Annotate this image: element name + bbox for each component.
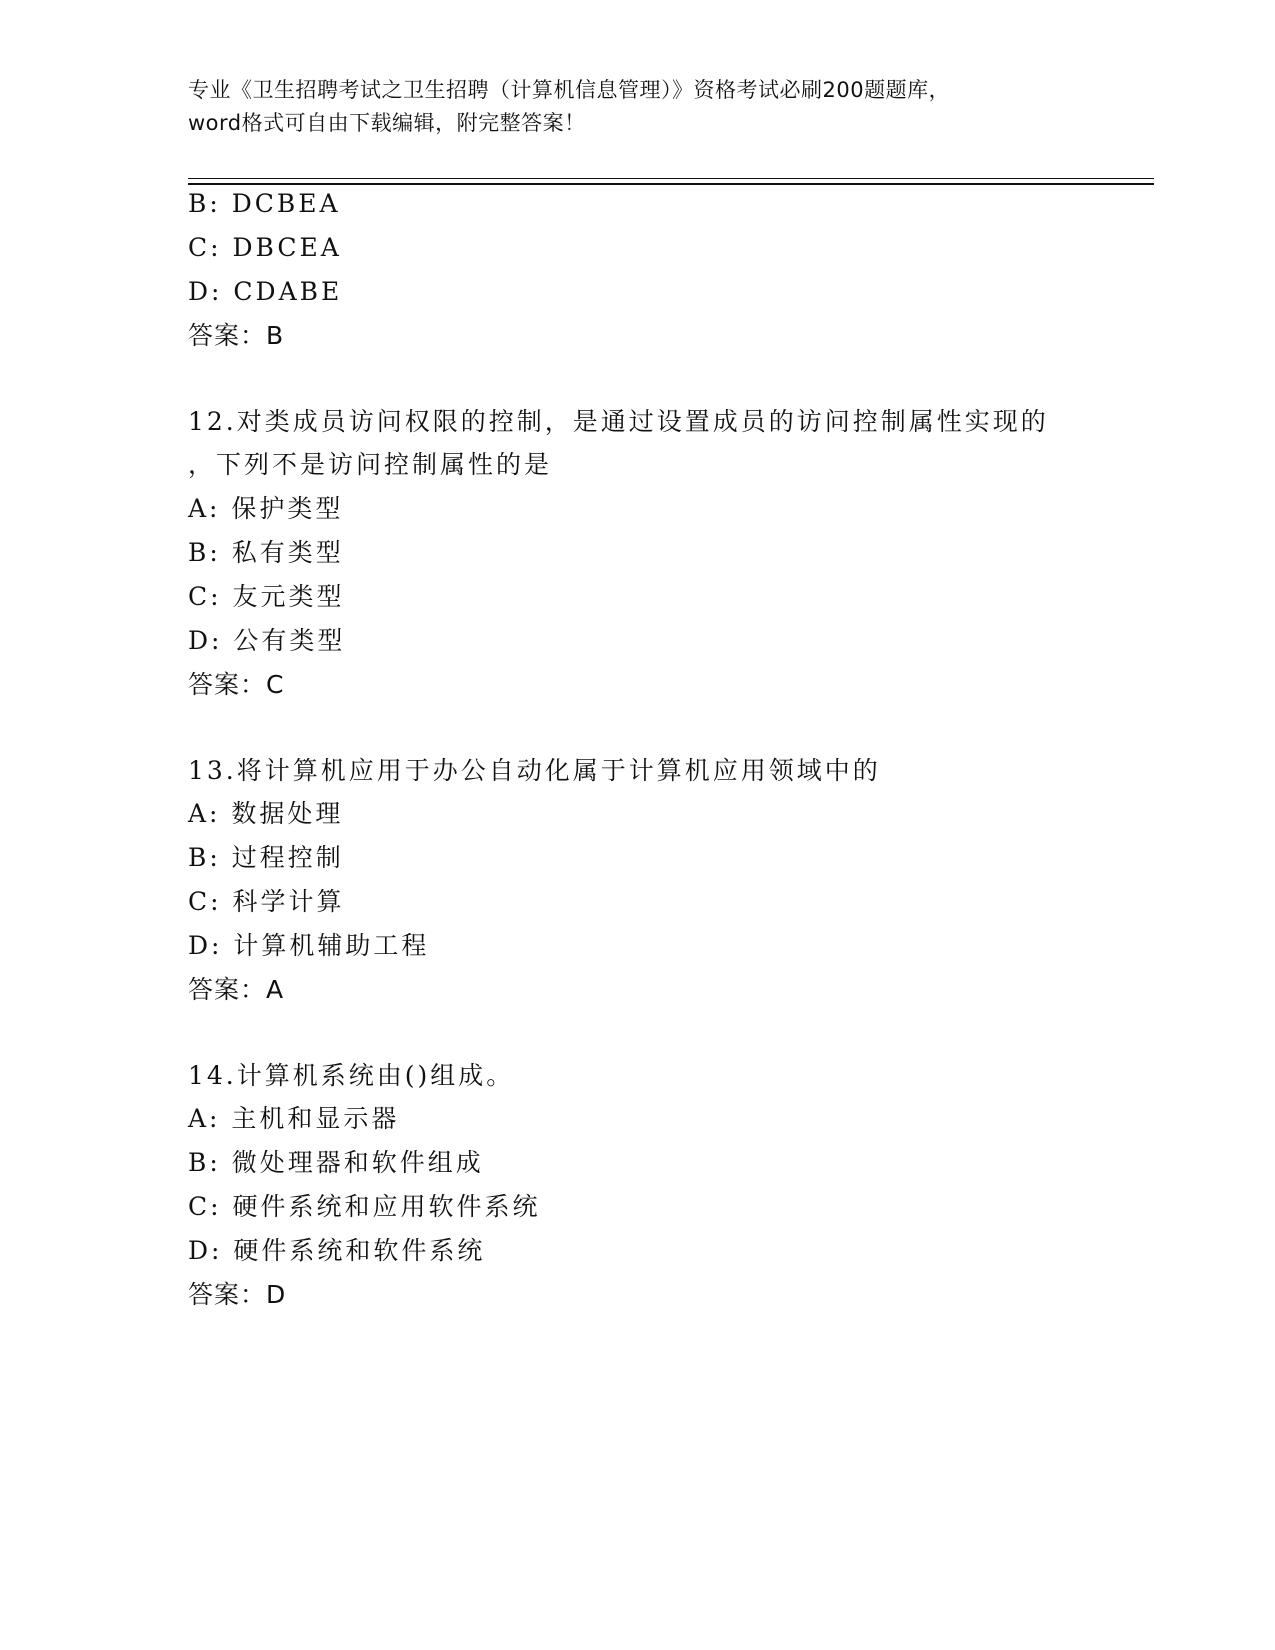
header-title-line-1: 专业《卫生招聘考试之卫生招聘（计算机信息管理）》资格考试必刷200题题库， xyxy=(188,78,951,102)
q12-option-b: B: 私有类型 xyxy=(188,538,344,567)
q14-option-b: B: 微处理器和软件组成 xyxy=(188,1148,484,1177)
q13-option-b: B: 过程控制 xyxy=(188,843,344,872)
q12-option-a: A: 保护类型 xyxy=(188,494,344,523)
document-header xyxy=(188,74,1108,140)
header-divider-top xyxy=(188,178,1154,179)
q12-answer: 答案：C xyxy=(188,670,285,699)
q14-option-c: C: 硬件系统和应用软件系统 xyxy=(188,1192,541,1221)
prev-option-c: C: DBCEA xyxy=(188,233,342,262)
q14-answer: 答案：D xyxy=(188,1280,287,1309)
prev-answer: 答案：B xyxy=(188,321,285,350)
q12-stem-line-2: ，下列不是访问控制属性的是 xyxy=(188,450,553,479)
prev-option-b: B: DCBEA xyxy=(188,189,341,218)
prev-option-d: D: CDABE xyxy=(188,277,343,306)
q14-stem-line-1: 14.计算机系统由()组成。 xyxy=(188,1061,515,1090)
q13-stem-line-1: 13.将计算机应用于办公自动化属于计算机应用领域中的 xyxy=(188,756,881,785)
q12-stem-line-1: 12.对类成员访问权限的控制，是通过设置成员的访问控制属性实现的 xyxy=(188,407,1049,436)
q12-option-c: C: 友元类型 xyxy=(188,582,345,611)
header-divider-bottom xyxy=(188,183,1154,185)
q13-option-a: A: 数据处理 xyxy=(188,799,344,828)
q14-option-d: D: 硬件系统和软件系统 xyxy=(188,1236,486,1265)
q12-option-d: D: 公有类型 xyxy=(188,626,346,655)
q13-answer: 答案：A xyxy=(188,975,285,1004)
q13-option-c: C: 科学计算 xyxy=(188,887,345,916)
header-title-line-2: word格式可自由下载编辑，附完整答案！ xyxy=(188,111,586,135)
q13-option-d: D: 计算机辅助工程 xyxy=(188,931,430,960)
q14-option-a: A: 主机和显示器 xyxy=(188,1104,400,1133)
